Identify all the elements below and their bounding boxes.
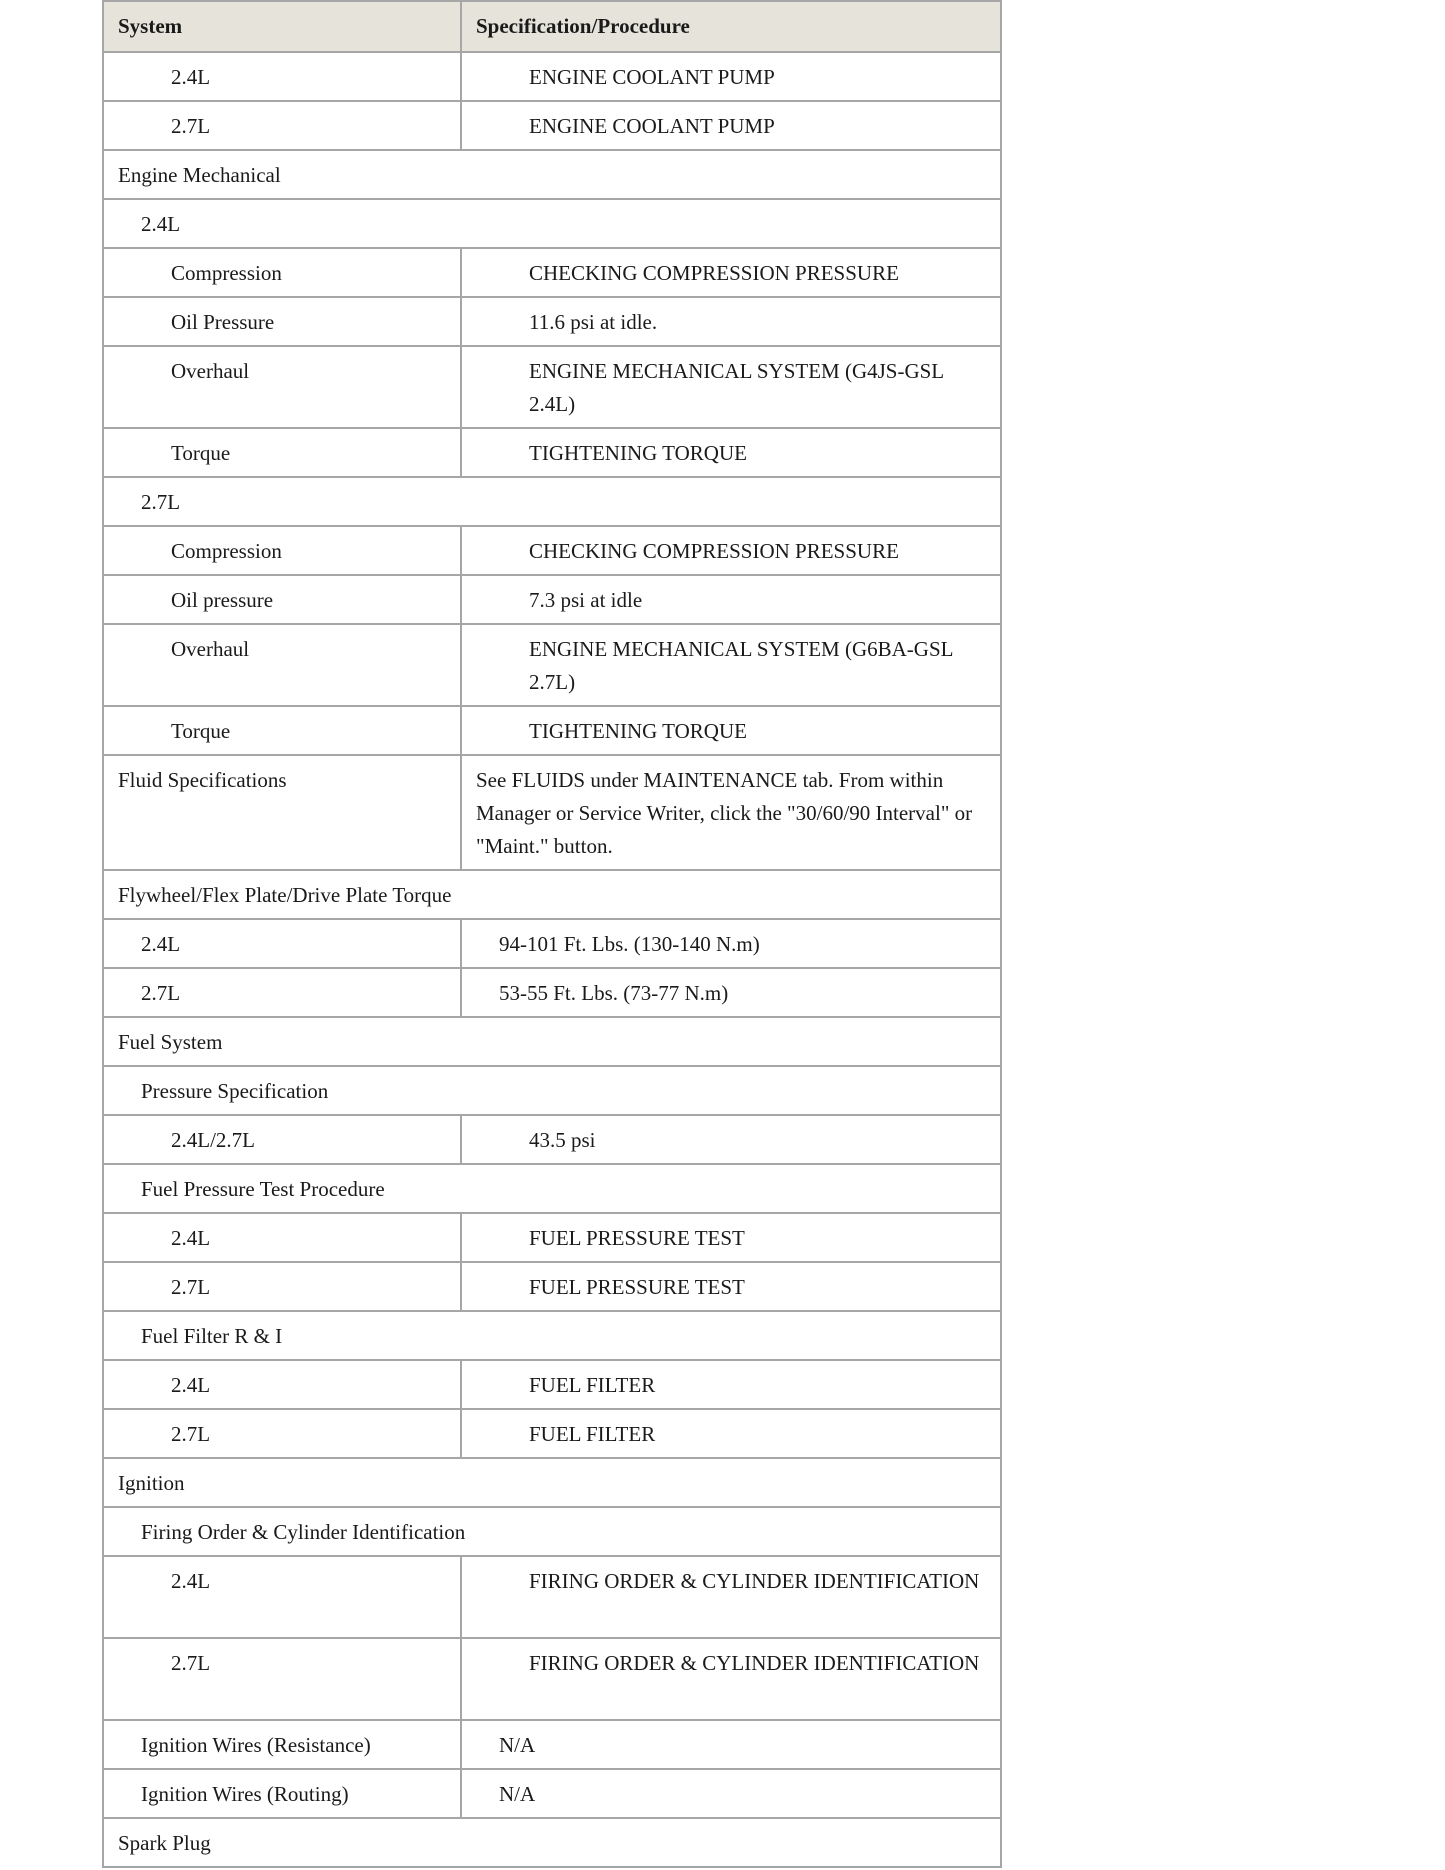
system-label: 2.7L bbox=[171, 1275, 211, 1299]
spec-cell bbox=[461, 968, 1001, 1017]
system-cell bbox=[103, 1769, 461, 1818]
section-cell bbox=[103, 1017, 1001, 1066]
table-row bbox=[103, 428, 1001, 477]
system-cell bbox=[103, 1213, 461, 1262]
system-label: 2.7L bbox=[171, 1422, 211, 1446]
system-cell bbox=[103, 346, 461, 428]
table-section-row bbox=[103, 870, 1001, 919]
spec-cell bbox=[461, 1262, 1001, 1311]
system-label: Compression bbox=[171, 261, 282, 285]
spec-value: N/A bbox=[499, 1733, 536, 1757]
table-section-row bbox=[103, 1311, 1001, 1360]
spec-value: ENGINE MECHANICAL SYSTEM (G6BA-GSL 2.7L) bbox=[529, 637, 953, 694]
system-cell bbox=[103, 428, 461, 477]
system-label: 2.4L bbox=[141, 932, 181, 956]
section-cell bbox=[103, 870, 1001, 919]
spec-cell bbox=[461, 919, 1001, 968]
system-label: Overhaul bbox=[171, 637, 250, 661]
table-row bbox=[103, 919, 1001, 968]
table-section-row bbox=[103, 1017, 1001, 1066]
spec-value: 43.5 psi bbox=[529, 1128, 596, 1152]
section-label: Fuel Filter R & I bbox=[141, 1324, 283, 1348]
spec-value: FIRING ORDER & CYLINDER IDENTIFICATION bbox=[529, 1651, 980, 1675]
system-label: Overhaul bbox=[171, 359, 250, 383]
section-cell bbox=[103, 1818, 1001, 1867]
table-body bbox=[103, 52, 1001, 1867]
table-section-row bbox=[103, 1066, 1001, 1115]
spec-value: 53-55 Ft. Lbs. (73-77 N.m) bbox=[499, 981, 729, 1005]
system-cell bbox=[103, 1638, 461, 1720]
table-section-row bbox=[103, 150, 1001, 199]
spec-value: 94-101 Ft. Lbs. (130-140 N.m) bbox=[499, 932, 760, 956]
section-label: 2.7L bbox=[141, 490, 181, 514]
section-cell bbox=[103, 1458, 1001, 1507]
table-row bbox=[103, 1262, 1001, 1311]
section-cell bbox=[103, 1164, 1001, 1213]
table-row bbox=[103, 1556, 1001, 1638]
spec-value: ENGINE COOLANT PUMP bbox=[529, 65, 775, 89]
table-row bbox=[103, 1213, 1001, 1262]
system-label: 2.4L bbox=[171, 1226, 211, 1250]
system-cell bbox=[103, 624, 461, 706]
table-section-row bbox=[103, 1507, 1001, 1556]
section-label: Pressure Specification bbox=[141, 1079, 329, 1103]
spec-value: TIGHTENING TORQUE bbox=[529, 719, 747, 743]
table-row bbox=[103, 1769, 1001, 1818]
table-row bbox=[103, 526, 1001, 575]
system-label: Oil pressure bbox=[171, 588, 274, 612]
system-label: 2.4L bbox=[171, 1569, 211, 1593]
spec-cell bbox=[461, 1769, 1001, 1818]
header-spec bbox=[461, 1, 1001, 52]
system-cell bbox=[103, 52, 461, 101]
spec-cell bbox=[461, 1213, 1001, 1262]
system-label: Oil Pressure bbox=[171, 310, 275, 334]
section-cell bbox=[103, 150, 1001, 199]
section-label: Firing Order & Cylinder Identification bbox=[141, 1520, 466, 1544]
spec-value: 11.6 psi at idle. bbox=[529, 310, 658, 334]
header-spec-label: Specification/Procedure bbox=[476, 14, 690, 38]
spec-cell bbox=[461, 1556, 1001, 1638]
header-system-label: System bbox=[118, 14, 183, 38]
spec-value: CHECKING COMPRESSION PRESSURE bbox=[529, 539, 899, 563]
table-row bbox=[103, 755, 1001, 870]
header-system bbox=[103, 1, 461, 52]
section-cell bbox=[103, 477, 1001, 526]
spec-cell bbox=[461, 1409, 1001, 1458]
system-cell bbox=[103, 968, 461, 1017]
spec-cell bbox=[461, 1115, 1001, 1164]
spec-value: FUEL FILTER bbox=[529, 1373, 656, 1397]
spec-value: TIGHTENING TORQUE bbox=[529, 441, 747, 465]
system-label: Compression bbox=[171, 539, 282, 563]
spec-value: CHECKING COMPRESSION PRESSURE bbox=[529, 261, 899, 285]
spec-value: 7.3 psi at idle bbox=[529, 588, 643, 612]
table-row bbox=[103, 1409, 1001, 1458]
system-label: Torque bbox=[171, 441, 231, 465]
system-label: Ignition Wires (Routing) bbox=[141, 1782, 349, 1806]
system-cell bbox=[103, 1720, 461, 1769]
spec-cell bbox=[461, 297, 1001, 346]
section-cell bbox=[103, 199, 1001, 248]
spec-value: FUEL FILTER bbox=[529, 1422, 656, 1446]
section-cell bbox=[103, 1311, 1001, 1360]
system-cell bbox=[103, 297, 461, 346]
spec-cell bbox=[461, 1360, 1001, 1409]
table-row bbox=[103, 706, 1001, 755]
system-cell bbox=[103, 919, 461, 968]
system-label: Fluid Specifications bbox=[118, 768, 287, 792]
spec-cell bbox=[461, 346, 1001, 428]
spec-value: See FLUIDS under MAINTENANCE tab. From within Manager or Service Writer, click the "30/60/90 Interval" or "Maint." button. bbox=[476, 768, 973, 858]
system-label: 2.7L bbox=[171, 114, 211, 138]
table-section-row bbox=[103, 1164, 1001, 1213]
system-cell bbox=[103, 1115, 461, 1164]
table-row bbox=[103, 1638, 1001, 1720]
table-row bbox=[103, 1720, 1001, 1769]
table-row bbox=[103, 968, 1001, 1017]
section-label: 2.4L bbox=[141, 212, 181, 236]
spec-cell bbox=[461, 706, 1001, 755]
spec-value: FUEL PRESSURE TEST bbox=[529, 1226, 745, 1250]
spec-cell bbox=[461, 755, 1001, 870]
system-cell bbox=[103, 1556, 461, 1638]
system-label: 2.4L bbox=[171, 1373, 211, 1397]
system-label: 2.7L bbox=[171, 1651, 211, 1675]
section-label: Fuel Pressure Test Procedure bbox=[141, 1177, 385, 1201]
system-label: 2.4L/2.7L bbox=[171, 1128, 255, 1152]
table-section-row bbox=[103, 1818, 1001, 1867]
table-row bbox=[103, 624, 1001, 706]
system-cell bbox=[103, 101, 461, 150]
system-label: Ignition Wires (Resistance) bbox=[141, 1733, 371, 1757]
table-row bbox=[103, 101, 1001, 150]
table-row bbox=[103, 297, 1001, 346]
section-cell bbox=[103, 1066, 1001, 1115]
system-label: Torque bbox=[171, 719, 231, 743]
table-header-row bbox=[103, 1, 1001, 52]
system-cell bbox=[103, 1409, 461, 1458]
spec-value: FUEL PRESSURE TEST bbox=[529, 1275, 745, 1299]
spec-cell bbox=[461, 624, 1001, 706]
system-label: 2.7L bbox=[141, 981, 181, 1005]
spec-cell bbox=[461, 101, 1001, 150]
spec-cell bbox=[461, 52, 1001, 101]
section-cell bbox=[103, 1507, 1001, 1556]
specification-table bbox=[102, 0, 1002, 1868]
table-section-row bbox=[103, 199, 1001, 248]
spec-cell bbox=[461, 248, 1001, 297]
spec-cell bbox=[461, 575, 1001, 624]
spec-value: ENGINE MECHANICAL SYSTEM (G4JS-GSL 2.4L) bbox=[529, 359, 944, 416]
section-label: Spark Plug bbox=[118, 1831, 211, 1855]
system-cell bbox=[103, 706, 461, 755]
system-cell bbox=[103, 755, 461, 870]
table-section-row bbox=[103, 1458, 1001, 1507]
section-label: Ignition bbox=[118, 1471, 185, 1495]
table-row bbox=[103, 575, 1001, 624]
table-section-row bbox=[103, 477, 1001, 526]
spec-cell bbox=[461, 526, 1001, 575]
system-cell bbox=[103, 575, 461, 624]
spec-value: N/A bbox=[499, 1782, 536, 1806]
system-label: 2.4L bbox=[171, 65, 211, 89]
section-label: Flywheel/Flex Plate/Drive Plate Torque bbox=[118, 883, 452, 907]
table-row bbox=[103, 346, 1001, 428]
section-label: Fuel System bbox=[118, 1030, 223, 1054]
table-row bbox=[103, 248, 1001, 297]
spec-value: ENGINE COOLANT PUMP bbox=[529, 114, 775, 138]
section-label: Engine Mechanical bbox=[118, 163, 281, 187]
spec-cell bbox=[461, 1720, 1001, 1769]
system-cell bbox=[103, 526, 461, 575]
system-cell bbox=[103, 248, 461, 297]
table-row bbox=[103, 1115, 1001, 1164]
system-cell bbox=[103, 1360, 461, 1409]
table-row bbox=[103, 52, 1001, 101]
spec-cell bbox=[461, 1638, 1001, 1720]
table-row bbox=[103, 1360, 1001, 1409]
spec-value: FIRING ORDER & CYLINDER IDENTIFICATION bbox=[529, 1569, 980, 1593]
system-cell bbox=[103, 1262, 461, 1311]
spec-cell bbox=[461, 428, 1001, 477]
